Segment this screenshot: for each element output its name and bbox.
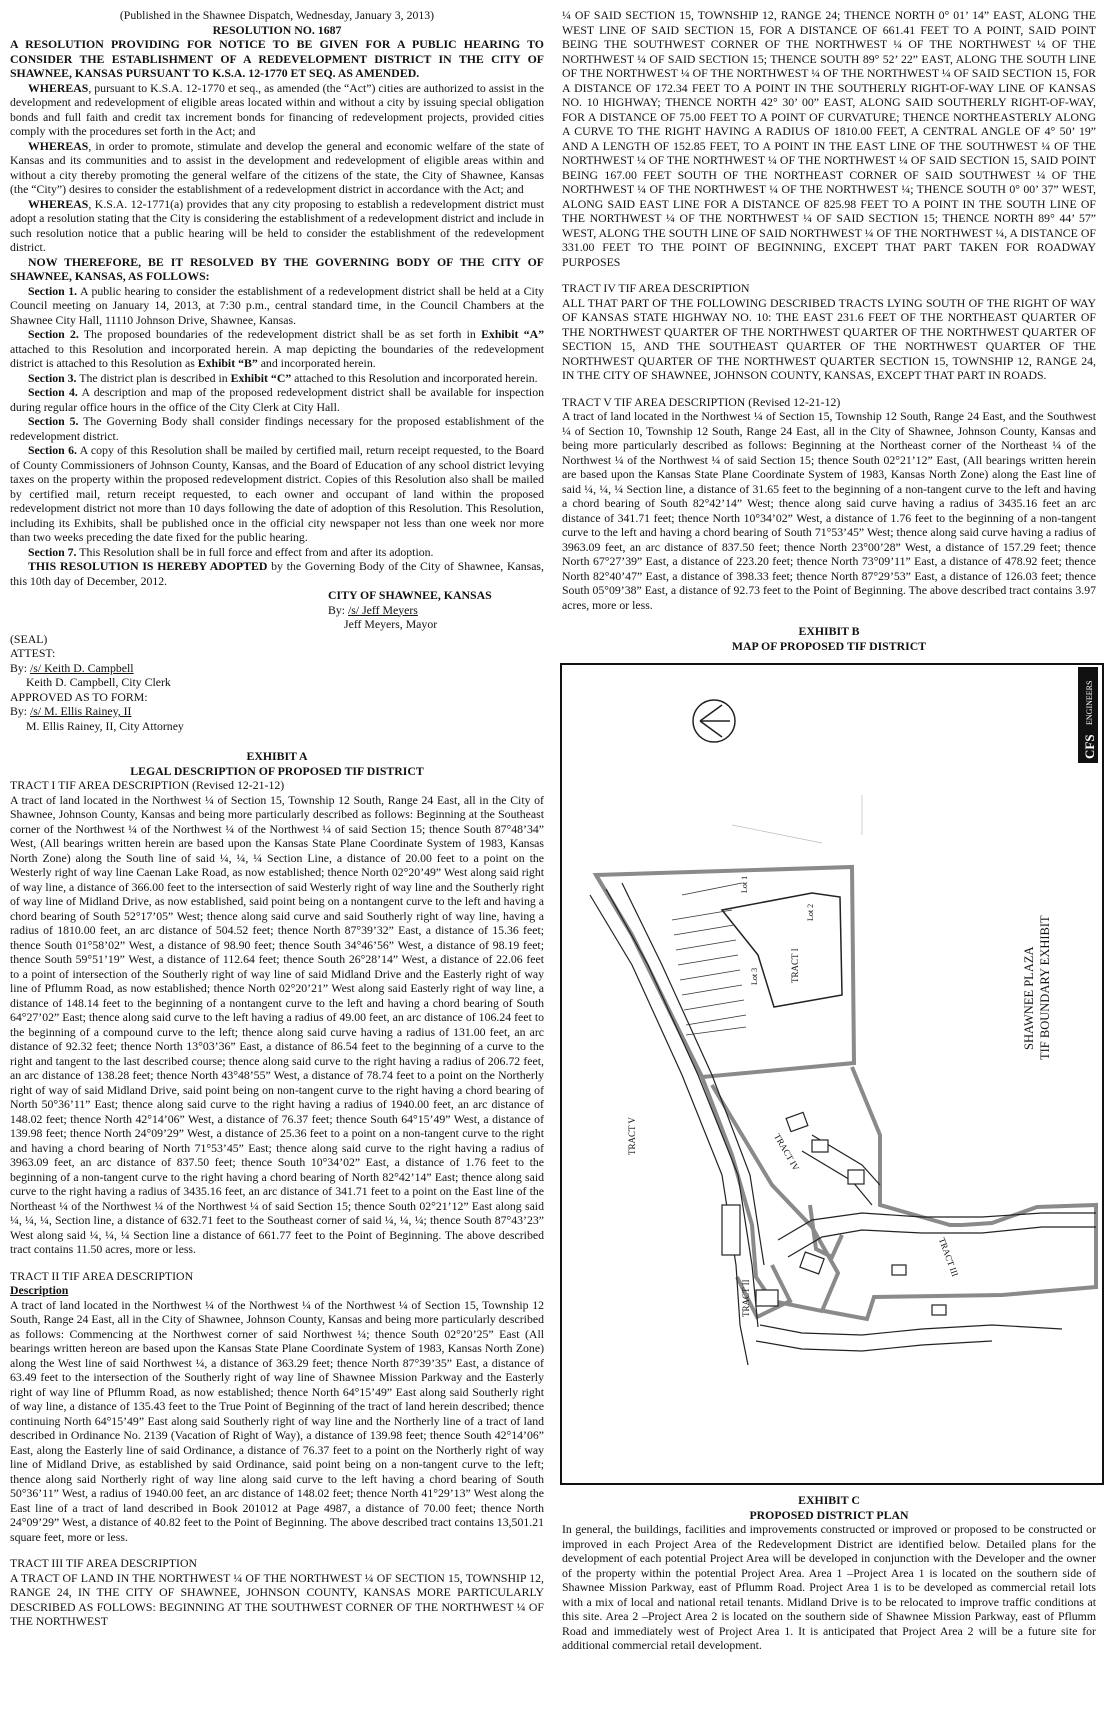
section-3: Section 3. The district plan is described in Exhibit “C” attached to this Resolution and incorporated herein. <box>28 370 538 385</box>
exhibit-b-title: EXHIBIT B <box>798 624 860 638</box>
map-title-line1: SHAWNEE PLAZA <box>1022 946 1036 1050</box>
tif-district-map <box>560 663 1104 1485</box>
tract-1-label: TRACT I <box>790 948 800 983</box>
tract-4-description: ALL THAT PART OF THE FOLLOWING DESCRIBED TRACTS LYING SOUTH OF THE RIGHT OF WAY OF KANSAS STATE HIGHWAY NO. 10: THE EAST 231.6 FEET OF THE NORTHEAST QUARTER OF THE NORTHWEST QUARTER OF THE NORTHWEST QUARTER OF THE NORTHWEST QUARTER OF SECTION 15, AND THE SOUTHEAST QUARTER OF THE NORTHWEST QUARTER OF THE NORTHWEST QUARTER OF THE NORTHWEST QUARTER SECTION 15, TOWNSHIP 12, RANGE 24, IN THE CITY OF SHAWNEE, JOHNSON COUNTY, KANSAS, EXCEPT THAT PART IN ROADS. <box>562 295 1096 382</box>
north-arrow-icon <box>693 700 735 742</box>
section-1: Section 1. A public hearing to consider the establishment of a redevelopment district shall be held at a City Council meeting on January 14, 2013, at 7:30 p.m., central standard time, in the Council Chambers at the Shawnee City Hall, 11110 Johnson Drive, Shawnee, Kansas. <box>10 283 545 327</box>
tract-4-label: TRACT IV <box>772 1131 802 1173</box>
mayor-signature: By: /s/ Jeff Meyers <box>328 602 418 617</box>
resolution-title: A RESOLUTION PROVIDING FOR NOTICE TO BE GIVEN FOR A PUBLIC HEARING TO CONSIDER THE ESTABLISHMENT OF A REDEVELOPMENT DISTRICT IN THE CITY OF SHAWNEE, KANSAS PURSUANT TO K.S.A. 12-1770 ET SEQ. AS AMENDED. <box>10 37 544 80</box>
right-column <box>562 8 1096 1653</box>
section-6: Section 6. A copy of this Resolution shall be mailed by certified mail, return receipt requested, to the Board of County Commissioners of Johnson County, Kansas, and the Board of Education of any school district levying taxes on the property within the proposed redevelopment district. Copies of this Resolution also shall be mailed by certified mail, return receipt requested, to each owner and occupant of land within the proposed redevelopment district not more than 10 days following the date of adoption of this Resolution. This Resolution, including its Exhibits, shall be published once in the official city newspaper not less than one week nor more than two weeks preceding the date fixed for the public hearing. <box>10 443 544 544</box>
exhibit-c-subtitle: PROPOSED DISTRICT PLAN <box>749 1507 909 1522</box>
tract-2-subheading: Description <box>10 1283 69 1297</box>
tract-4-heading: TRACT IV TIF AREA DESCRIPTION <box>562 281 750 295</box>
publication-note: (Published in the Shawnee Dispatch, Wednesday, January 3, 2013) <box>119 8 435 22</box>
tract-5-description: A tract of land located in the Northwest ¼ of Section 15, Township 12 South, Range 24 East, and the Southwest ¼ of Section 10, Township 12 South, Range 24 East, all in the City of Shawnee, Johnson County, Kansas and being more particularly described as follows: Beginning at the Northeast corner of the Northeast ¼ of the Northwest ¼ of the Northwest ¼ of said Section 15; thence South 02°21’12” East, (All bearings written herein are based upon the Kansas State Plane Coordinate System of 1983, Kansas North Zone) along the East line of said ¼, ¼, ¼ Section line, a distance of 31.65 feet to the beginning of a non-tangent curve to the left and having a chord bearing of South 82°42’14” West; thence along said curve having a radius of 3435.16 feet an arc distance of 341.71 feet; thence North 10°34’02” West, a distance of 1.76 feet to the beginning of a non-tangent curve to the left and having a chord bearing of South 71°53’45” West; thence along said curve having a radius of 3963.09 feet, an arc distance of 837.50 feet; thence North 23°00’28” West, a distance of 157.29 feet; thence North 67°27’39” East, a distance of 223.20 feet; thence North 73°09’11” East, a distance of 478.92 feet; thence North 82°40’47” East, a distance of 398.33 feet; thence North 87°29’53” East, a distance of 126.03 feet; thence South 05°09’38” East, a distance of 92.73 feet to the Point of Beginning. The above described tract contains 3.97 acres, more or less. <box>562 409 1096 612</box>
clerk-name: Keith D. Campbell, City Clerk <box>26 675 171 689</box>
section-5: Section 5. The Governing Body shall consider findings necessary for the proposed establishment of the redevelopment district. <box>10 414 544 443</box>
exhibit-b-subtitle: MAP OF PROPOSED TIF DISTRICT <box>731 638 927 653</box>
tif-boundary <box>596 867 1096 1319</box>
approved-label: APPROVED AS TO FORM: <box>10 689 148 704</box>
tract-1-heading: TRACT I TIF AREA DESCRIPTION (Revised 12-21-12) <box>10 778 285 792</box>
tract-2-heading: TRACT II TIF AREA DESCRIPTION <box>10 1268 194 1283</box>
firm-logo: CFS <box>1082 734 1097 759</box>
map-drawing <box>562 665 1102 1483</box>
building-tract-1 <box>722 893 842 1007</box>
tract-5-label: TRACT V <box>627 1117 637 1155</box>
exhibit-a-title: EXHIBIT A <box>246 749 308 763</box>
lot-2-label: Lot 2 <box>806 903 815 921</box>
resolved-heading: NOW THEREFORE, BE IT RESOLVED BY THE GOVERNING BODY OF THE CITY OF SHAWNEE, KANSAS, AS FOLLOWS: <box>10 254 544 283</box>
resolution-number: RESOLUTION NO. 1687 <box>212 22 342 37</box>
exhibit-a-subtitle: LEGAL DESCRIPTION OF PROPOSED TIF DISTRICT <box>130 763 424 778</box>
faint-linework <box>732 795 862 843</box>
whereas-1: WHEREAS, pursuant to K.S.A. 12-1770 et seq., as amended (the “Act”) cities are authorized to assist in the development and redevelopment of eligible areas located within and without a city by issuing special obligation bonds and full faith and credit tax increment bonds for financing of redevelopment projects, provided cities comply with the procedures set forth in the Act; and <box>10 80 544 138</box>
tract-3-description-end: ¼ OF SAID SECTION 15, TOWNSHIP 12, RANGE 24; THENCE NORTH 0° 01’ 14” EAST, ALONG THE WEST LINE OF SAID SECTION 15, FOR A DISTANCE OF 661.41 FEET TO A POINT, SAID POINT BEING THE SOUTHWEST CORNER OF THE NORTHWEST ¼ OF THE NORTHWEST ¼ OF THE NORTHWEST ¼ OF SAID SECTION 15; THENCE SOUTH 89° 52’ 22” EAST, ALONG THE SOUTH LINE OF THE NORTHWEST ¼ OF THE NORTHWEST ¼ OF THE NORTHWEST ¼ OF SAID SECTION 15, FOR A DISTANCE OF 172.34 FEET TO A POINT IN THE SOUTHERLY RIGHT-OF-WAY LINE OF KANSAS NO. 10 HIGHWAY; THENCE NORTH 42° 30’ 00” EAST, ALONG SAID SOUTHERLY RIGHT-OF-WAY, FOR A DISTANCE OF 75.00 FEET TO A POINT OF CURVATURE; THENCE NORTHEASTERLY ALONG A CURVE TO THE RIGHT HAVING A RADIUS OF 1810.00 FEET, A CENTRAL ANGLE OF 4° 50’ 19” AND A LENGTH OF 152.85 FEET, TO A POINT IN THE EAST LINE OF THE SOUTHWEST ¼ OF THE NORTHWEST ¼ OF THE NORTHWEST ¼ OF THE NORTHWEST ¼ OF SAID SECTION 15, SAID POINT BEING 167.00 FEET SOUTH OF THE NORTHEAST CORNER OF SAID SOUTHWEST ¼ OF THE NORTHWEST ¼ OF THE NORTHWEST ¼ OF THE NORTHWEST ¼; THENCE SOUTH 0° 00’ 37” WEST, ALONG SAID EAST LINE FOR A DISTANCE OF 825.98 FEET TO A POINT IN THE SOUTH LINE OF THE NORTHWEST ¼ OF THE NORTHWEST ¼ OF SAID SECTION 15; THENCE NORTH 89° 44’ 57” WEST, ALONG THE SOUTH LINE OF SAID NORTHWEST ¼ OF THE NORTHWEST ¼, A DISTANCE OF 331.00 FEET TO THE POINT OF BEGINNING, EXCEPT THAT PART TAKEN FOR ROADWAY PURPOSES <box>562 8 1096 269</box>
tract-3-label: TRACT III <box>936 1236 961 1278</box>
whereas-2: WHEREAS, in order to promote, stimulate and develop the general and economic welfare of the state of Kansas and its communities and to assist in the development and redevelopment of eligible areas within and without a city thereby promoting the general welfare of the citizens of the state, the City of Shawnee, Kansas (the “City”) desires to consider the establishment of a redevelopment district in accordance with the Act; and <box>10 138 544 196</box>
mayor-name: Jeff Meyers, Mayor <box>344 617 438 631</box>
attorney-name: M. Ellis Rainey, II, City Attorney <box>26 718 184 733</box>
left-column <box>10 8 544 1629</box>
firm-name: ENGINEERS <box>1085 680 1094 725</box>
tract-3-heading: TRACT III TIF AREA DESCRIPTION <box>10 1556 198 1570</box>
attorney-signature: By: /s/ M. Ellis Rainey, II <box>10 704 132 718</box>
section-2: Section 2. The proposed boundaries of the redevelopment district shall be as set forth in Exhibit “A” attached to this Resolution and incorporated herein. A map depicting the boundaries of the redevelopment district is attached to this Resolution as Exhibit “B” and incorporated herein. <box>10 327 545 370</box>
tract-5-heading: TRACT V TIF AREA DESCRIPTION (Revised 12-21-12) <box>562 394 841 409</box>
city-name: CITY OF SHAWNEE, KANSAS <box>328 588 492 602</box>
tract-2-description: A tract of land located in the Northwest ¼ of the Northwest ¼ of the Northwest ¼ of Section 15, Township 12 South, Range 24 East, all in the City of Shawnee, Johnson County, Kansas and being more particularly described as follows: Commencing at the Northwest corner of said Northwest ¼; thence South 02°20’25” East (All bearings written hereon are based upon the Kansas State Plane Coordinate System of 1983, Kansas North Zone) along the West line of said Northwest ¼, a distance of 363.29 feet; thence North 87°39’35” East, a distance of 63.49 feet to the intersection of the Southerly right of way line of Shawnee Mission Parkway and the Easterly right of way line of Pflumm Road, as now established; thence North 64°15’49” East along said Southerly right of way line, a distance of 135.43 feet to the True Point of Beginning of the tract of land herein described; thence continuing North 64°15’49” East along said Southerly right of way line and the Northerly line of a tract of land described in Ordinance No. 2139 (Vacation of Right of Way), a distance of 139.98 feet; thence South 42°14’06” East, along the Easterly line of said Ordinance, a distance of 76.37 feet to a point on the Northerly right of way line of Midland Drive, as established by said Ordinance, said point being on a non-tangent curve to the left; thence along said Northerly right of way line along said curve to the left having a chord bearing of South 50°36’11” West, a radius of 1940.00 feet, an arc distance of 148.02 feet; thence North 41°29’13” West along the East line of a tract of land described in Book 201012 at Page 4987, a distance of 70.00 feet; thence North 24°09’29” West, a distance of 40.82 feet to the Point of Beginning. The above described tract contains 13,501.21 square feet, more or less. <box>10 1297 544 1544</box>
exhibit-c-title: EXHIBIT C <box>798 1493 860 1507</box>
clerk-signature: By: /s/ Keith D. Campbell <box>10 660 134 675</box>
attest-label: ATTEST: <box>10 646 56 660</box>
district-plan-text: In general, the buildings, facilities and improvements constructed or improved or proposed to be constructed or improved in each Project Area of the Redevelopment District are identified below. Detailed plans for the development of each potential Project Area will be developed in conjunction with the Developer and the owner of the property within the potential Project Area. Area 1 –Project Area 1 is located on the southern side of Shawnee Mission Parkway, east of Pflumm Road. Project Area 1 is to be developed as commercial retail lots with a mix of local and national retail tenants. Midland Drive is to be relocated to improve traffic conditions at this site. Area 2 –Project Area 2 is located on the southern side of Shawnee Mission Parkway, east of Pflumm Road and immediately west of Project Area 1. It is anticipated that Project Area 2 will be a future site for additional commercial retail development. <box>562 1522 1096 1652</box>
adoption-statement: THIS RESOLUTION IS HEREBY ADOPTED by the Governing Body of the City of Shawnee, Kansas, this 10th day of December, 2012. <box>10 559 544 588</box>
lot-3-label: Lot 3 <box>750 967 759 985</box>
seal: (SEAL) <box>10 631 48 646</box>
whereas-3: WHEREAS, K.S.A. 12-1771(a) provides that any city proposing to establish a redevelopment district must adopt a resolution stating that the City is considering the establishment of a redevelopment district and include in such resolution notice that a public hearing will be held to consider the establishment of the redevelopment district. <box>10 196 544 254</box>
section-7: Section 7. This Resolution shall be in full force and effect from and after its adoption. <box>28 544 434 559</box>
section-4: Section 4. A description and map of the proposed redevelopment district shall be available for inspection during regular office hours in the office of the City Clerk at City Hall. <box>10 385 544 414</box>
tract-2-label: TRACT II <box>741 1279 751 1317</box>
tract-3-description-start: A TRACT OF LAND IN THE NORTHWEST ¼ OF THE NORTHWEST ¼ OF SECTION 15, TOWNSHIP 12, RANGE 24, IN THE CITY OF SHAWNEE, JOHNSON COUNTY, KANSAS MORE PARTICULARLY DESCRIBED AS FOLLOWS: BEGINNING AT THE SOUTHWEST CORNER OF THE NORTHWEST ¼ OF THE NORTHWEST <box>10 1570 544 1628</box>
lot-1-label: Lot 1 <box>740 875 749 893</box>
map-title-line2: TIF BOUNDARY EXHIBIT <box>1038 915 1052 1060</box>
tract-1-description: A tract of land located in the Northwest ¼ of Section 15, Township 12 South, Range 24 East, all in the City of Shawnee, Johnson County, Kansas and being more particularly described as follows: Beginning at the Southeast corner of the Northwest ¼ of the Northwest ¼ of the Northwest ¼ of said Section 15; thence South 87°48’34” West, (All bearings written herein are based upon the Kansas State Plane Coordinate System of 1983, Kansas North Zone) along the South line of said ¼, ¼, ¼ Section Line, a distance of 20.00 feet to a point on the Westerly right of way line Caenan Lake Road, as now established; thence North 02°20’49” West along said right of way line, a distance of 366.00 feet to the intersection of said Westerly right of way line and the Southerly right of way line of Midland Drive, as now established, said point being on a nontangent curve to the left and having a chord bearing of South 52°17’05” West; thence along said curve and said Southerly right of way line, having a radius of 1810.00 feet, an arc distance of 504.52 feet; thence North 87°39’32” East, a distance of 15.36 feet; thence South 01°58’02” West, a distance of 98.90 feet; thence South 34°46’56” West, a distance of 98.19 feet; thence South 59°51’19” West, a distance of 112.64 feet; thence South 26°28’14” West, a distance of 22.06 feet to a point of intersection of the Southerly right of way line of said Midland Drive and the Easterly right of way line of Pflumm Road, as now established; thence North 02°20’21” West along said Easterly right of way line, a distance of 148.14 feet to the beginning of a nontangent curve to the left and having a chord bearing of South 64°27’02” East; thence along said curve to the left having a radius of 49.00 feet, an arc distance of 106.24 feet to the beginning of a compound curve to the left; thence along said curve having a radius of 131.00 feet, an arc distance of 92.32 feet; thence North 13°03’36” East, a distance of 86.54 feet to the beginning of a curve to the right and tangent to the last described course; thence along said curve to the right having a radius of 206.72 feet, an arc distance of 138.28 feet; thence North 43°48’55” West, a distance of 78.74 feet to a point on the Northerly right of way of said Midland Drive, said point being on non-tangent curve to the right having a chord bearing of North 50°36’11” East; thence along said curve to the right having a radius of 1940.00 feet, an arc distance of 148.02 feet; thence North 42°14’06” West, a distance of 76.37 feet; thence South 64°15’49” West, a distance of 139.98 feet; thence North 24°09’29” West, a distance of 25.36 feet to a point on a non-tangent curve to the right and having a chord bearing of North 71°53’45” East; thence along said curve to the right having a radius of 3963.09 feet, an arc distance of 837.50 feet; thence South 10°34’02” East, a distance of 1.76 feet to the beginning of a non-tangent curve to the right having a chord bearing of North 82°42’14” East; thence along said curve to the right having a radius of 3435.16 feet, an arc distance of 341.71 feet to a point on the East line of the Northeast ¼ of the Northwest ¼ of the Northwest ¼ of said Section 15; thence South 02°21’12” East along said ¼, ¼, ¼, Section line, a distance of 632.71 feet to the Southeast corner of said ¼, ¼, ¼; thence South 87°43’23” West along said ¼, ¼, ¼ Section line a distance of 661.77 feet to the Point of Beginning. The above described tract contains 11.50 acres, more or less. <box>10 792 544 1256</box>
